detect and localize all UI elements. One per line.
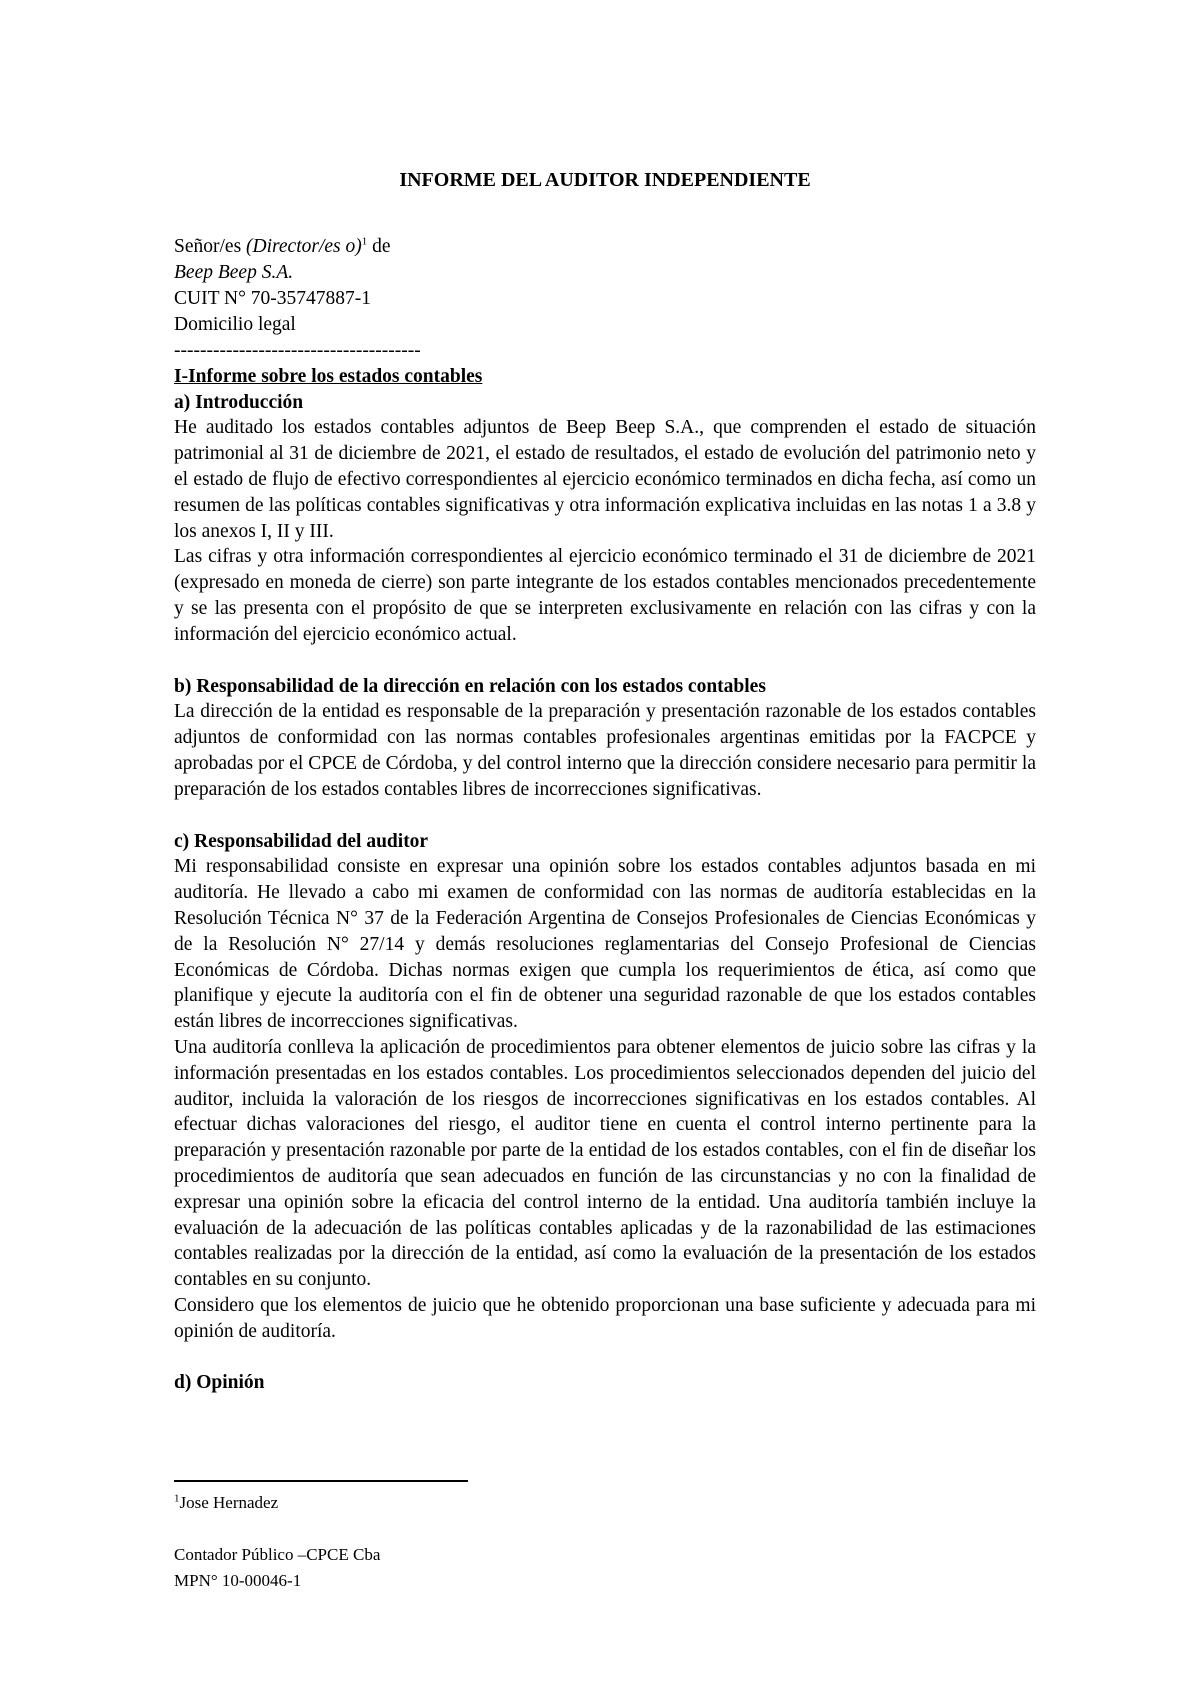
footnote-ref: 1 bbox=[361, 235, 368, 248]
auditor-paragraph-2: Una auditoría conlleva la aplicación de procedimientos para obtener elementos de juicio sobre las cifras y la información presentadas en los estados contables. Los procedimientos seleccionados dependen del juicio del auditor, incluida la valoración de los riesgos de incorrecciones significativas en los estados contables. Al efectuar dichas valoraciones del riesgo, el auditor tiene en cuenta el control interno pertinente para la preparación y presentación razonable por parte de la entidad de los estados contables, con el fin de diseñar los procedimientos de auditoría que sean adecuados en función de las circunstancias y no con la finalidad de expresar una opinión sobre la eficacia del control interno de la entidad. Una auditoría también incluye la evaluación de la adecuación de las políticas contables aplicadas y de la razonabilidad de las estimaciones contables realizadas por la dirección de la entidad, así como la evaluación de la presentación de los estados contables en su conjunto. bbox=[174, 1036, 1036, 1291]
subsection-b-title: b) Responsabilidad de la dirección en relación con los estados contables bbox=[174, 675, 766, 697]
signer-role: Contador Público –CPCE Cba bbox=[174, 1545, 381, 1564]
address-block bbox=[174, 234, 1036, 364]
domicile-line: Domicilio legal bbox=[174, 313, 296, 335]
footnote-divider bbox=[174, 1480, 468, 1482]
intro-paragraph-1: He auditado los estados contables adjuntos de Beep Beep S.A., que comprenden el estado de situación patrimonial al 31 de diciembre de 2021, el estado de resultados, el estado de evolución del patrimonio neto y el estado de flujo de efectivo correspondientes al ejercicio económico terminados en dicha fecha, así como un resumen de las políticas contables significativas y otra información explicativa incluidas en las notas 1 a 3.8 y los anexos I, II y III. bbox=[174, 417, 1036, 542]
section-title: I-Informe sobre los estados contables bbox=[174, 365, 483, 387]
intro-paragraph-2: Las cifras y otra información correspondientes al ejercicio económico terminado el 31 de diciembre de 2021 (expresado en moneda de cierre) son parte integrante de los estados contables mencionados precedentemente y se las presenta con el propósito de que se interpreten exclusivamente en relación con las cifras y con la información del ejercicio económico actual. bbox=[174, 546, 1036, 645]
footnote-name-line bbox=[174, 1490, 574, 1516]
signer-name: Jose Hernadez bbox=[179, 1493, 279, 1512]
footnote-marker: 1 bbox=[174, 1492, 180, 1505]
auditor-paragraph-3: Considero que los elementos de juicio que he obtenido proporcionan una base suficiente y adecuada para mi opinión de auditoría. bbox=[174, 1294, 1036, 1342]
auditor-paragraph-1: Mi responsabilidad consiste en expresar una opinión sobre los estados contables adjuntos basada en mi auditoría. He llevado a cabo mi examen de conformidad con las normas de auditoría establecidas en la Resolución Técnica N° 37 de la Federación Argentina de Consejos Profesionales de Ciencias Económicas y de la Resolución N° 27/14 y demás resoluciones reglamentarias del Consejo Profesional de Ciencias Económicas de Córdoba. Dichas normas exigen que cumpla los requerimientos de ética, así como que planifique y ejecute la auditoría con el fin de obtener una seguridad razonable de que los estados contables están libres de incorrecciones significativas. bbox=[174, 856, 1036, 1033]
page-title: INFORME DEL AUDITOR INDEPENDIENTE bbox=[399, 169, 811, 191]
footnote-block bbox=[174, 1490, 574, 1594]
dash-separator: -------------------------------------- bbox=[174, 339, 421, 361]
signer-mpn: MPN° 10-00046-1 bbox=[174, 1571, 302, 1590]
document-body bbox=[174, 168, 1036, 1396]
addressee-line bbox=[174, 234, 1036, 260]
addressee-suffix: de bbox=[367, 235, 391, 257]
management-paragraph: La dirección de la entidad es responsable de la preparación y presentación razonable de los estados contables adjuntos de conformidad con las normas contables profesionales argentinas emitidas por la FACPCE y aprobadas por el CPCE de Córdoba, y del control interno que la dirección considere necesario para permitir la preparación de los estados contables libres de incorrecciones significativas. bbox=[174, 701, 1036, 800]
subsection-d-title: d) Opinión bbox=[174, 1372, 265, 1394]
addressee-prefix: Señor/es bbox=[174, 235, 247, 257]
subsection-a-title: a) Introducción bbox=[174, 391, 304, 413]
subsection-c-title: c) Responsabilidad del auditor bbox=[174, 830, 429, 852]
addressee-italic: (Director/es o) bbox=[246, 235, 362, 257]
company-name: Beep Beep S.A. bbox=[174, 261, 294, 283]
cuit-line: CUIT N° 70-35747887-1 bbox=[174, 287, 372, 309]
